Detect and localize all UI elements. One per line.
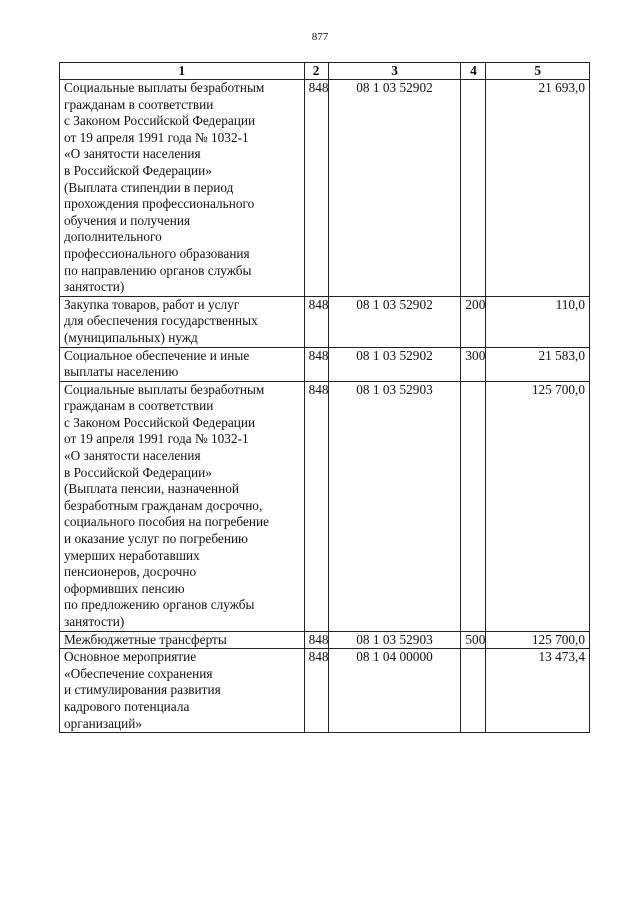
- column-header: 4: [461, 63, 486, 80]
- amount: 125 700,0: [486, 631, 590, 649]
- expense-type-code: 500: [461, 631, 486, 649]
- expense-type-code: 300: [461, 347, 486, 381]
- ministry-code: 848: [304, 296, 328, 347]
- row-description: Межбюджетные трансферты: [60, 631, 305, 649]
- table-row: [60, 649, 590, 733]
- amount: 13 473,4: [486, 649, 590, 733]
- row-description: Социальные выплаты безработным гражданам в соответствии с Законом Российской Федерации от 19 апреля 1991 года № 1032-1 «О занятости населения в Российской Федерации» (Выплата пенсии, назначенной безработным гражданам досрочно, социального пособия на погребение и оказание услуг по погребению умерших неработавших пенсионеров, досрочно оформивших пенсию по предложению органов службы занятости): [60, 381, 305, 631]
- row-description: Основное мероприятие «Обеспечение сохранения и стимулирования развития кадрового потенциала организаций»: [60, 649, 305, 733]
- amount: 21 583,0: [486, 347, 590, 381]
- ministry-code: 848: [304, 381, 328, 631]
- expense-type-code: [461, 649, 486, 733]
- target-article-code: 08 1 03 52902: [328, 296, 461, 347]
- table-row: [60, 631, 590, 649]
- amount: 110,0: [486, 296, 590, 347]
- column-header: 2: [304, 63, 328, 80]
- table-row: [60, 347, 590, 381]
- expense-type-code: [461, 80, 486, 297]
- expense-type-code: [461, 381, 486, 631]
- table-row: [60, 296, 590, 347]
- target-article-code: 08 1 03 52902: [328, 80, 461, 297]
- target-article-code: 08 1 03 52903: [328, 631, 461, 649]
- ministry-code: 848: [304, 631, 328, 649]
- ministry-code: 848: [304, 649, 328, 733]
- ministry-code: 848: [304, 347, 328, 381]
- header-row: [60, 63, 590, 80]
- budget-table: [59, 62, 590, 733]
- target-article-code: 08 1 03 52903: [328, 381, 461, 631]
- page-number: 877: [311, 31, 329, 43]
- expense-type-code: 200: [461, 296, 486, 347]
- column-header: 3: [328, 63, 461, 80]
- column-header: 1: [60, 63, 305, 80]
- amount: 21 693,0: [486, 80, 590, 297]
- column-header: 5: [486, 63, 590, 80]
- table-row: [60, 80, 590, 297]
- row-description: Закупка товаров, работ и услуг для обеспечения государственных (муниципальных) нужд: [60, 296, 305, 347]
- row-description: Социальное обеспечение и иные выплаты населению: [60, 347, 305, 381]
- table-row: [60, 381, 590, 631]
- amount: 125 700,0: [486, 381, 590, 631]
- target-article-code: 08 1 04 00000: [328, 649, 461, 733]
- row-description: Социальные выплаты безработным гражданам в соответствии с Законом Российской Федерации от 19 апреля 1991 года № 1032-1 «О занятости населения в Российской Федерации» (Выплата стипендии в период прохождения профессионального обучения и получения дополнительного профессионального образования по направлению органов службы занятости): [60, 80, 305, 297]
- target-article-code: 08 1 03 52902: [328, 347, 461, 381]
- ministry-code: 848: [304, 80, 328, 297]
